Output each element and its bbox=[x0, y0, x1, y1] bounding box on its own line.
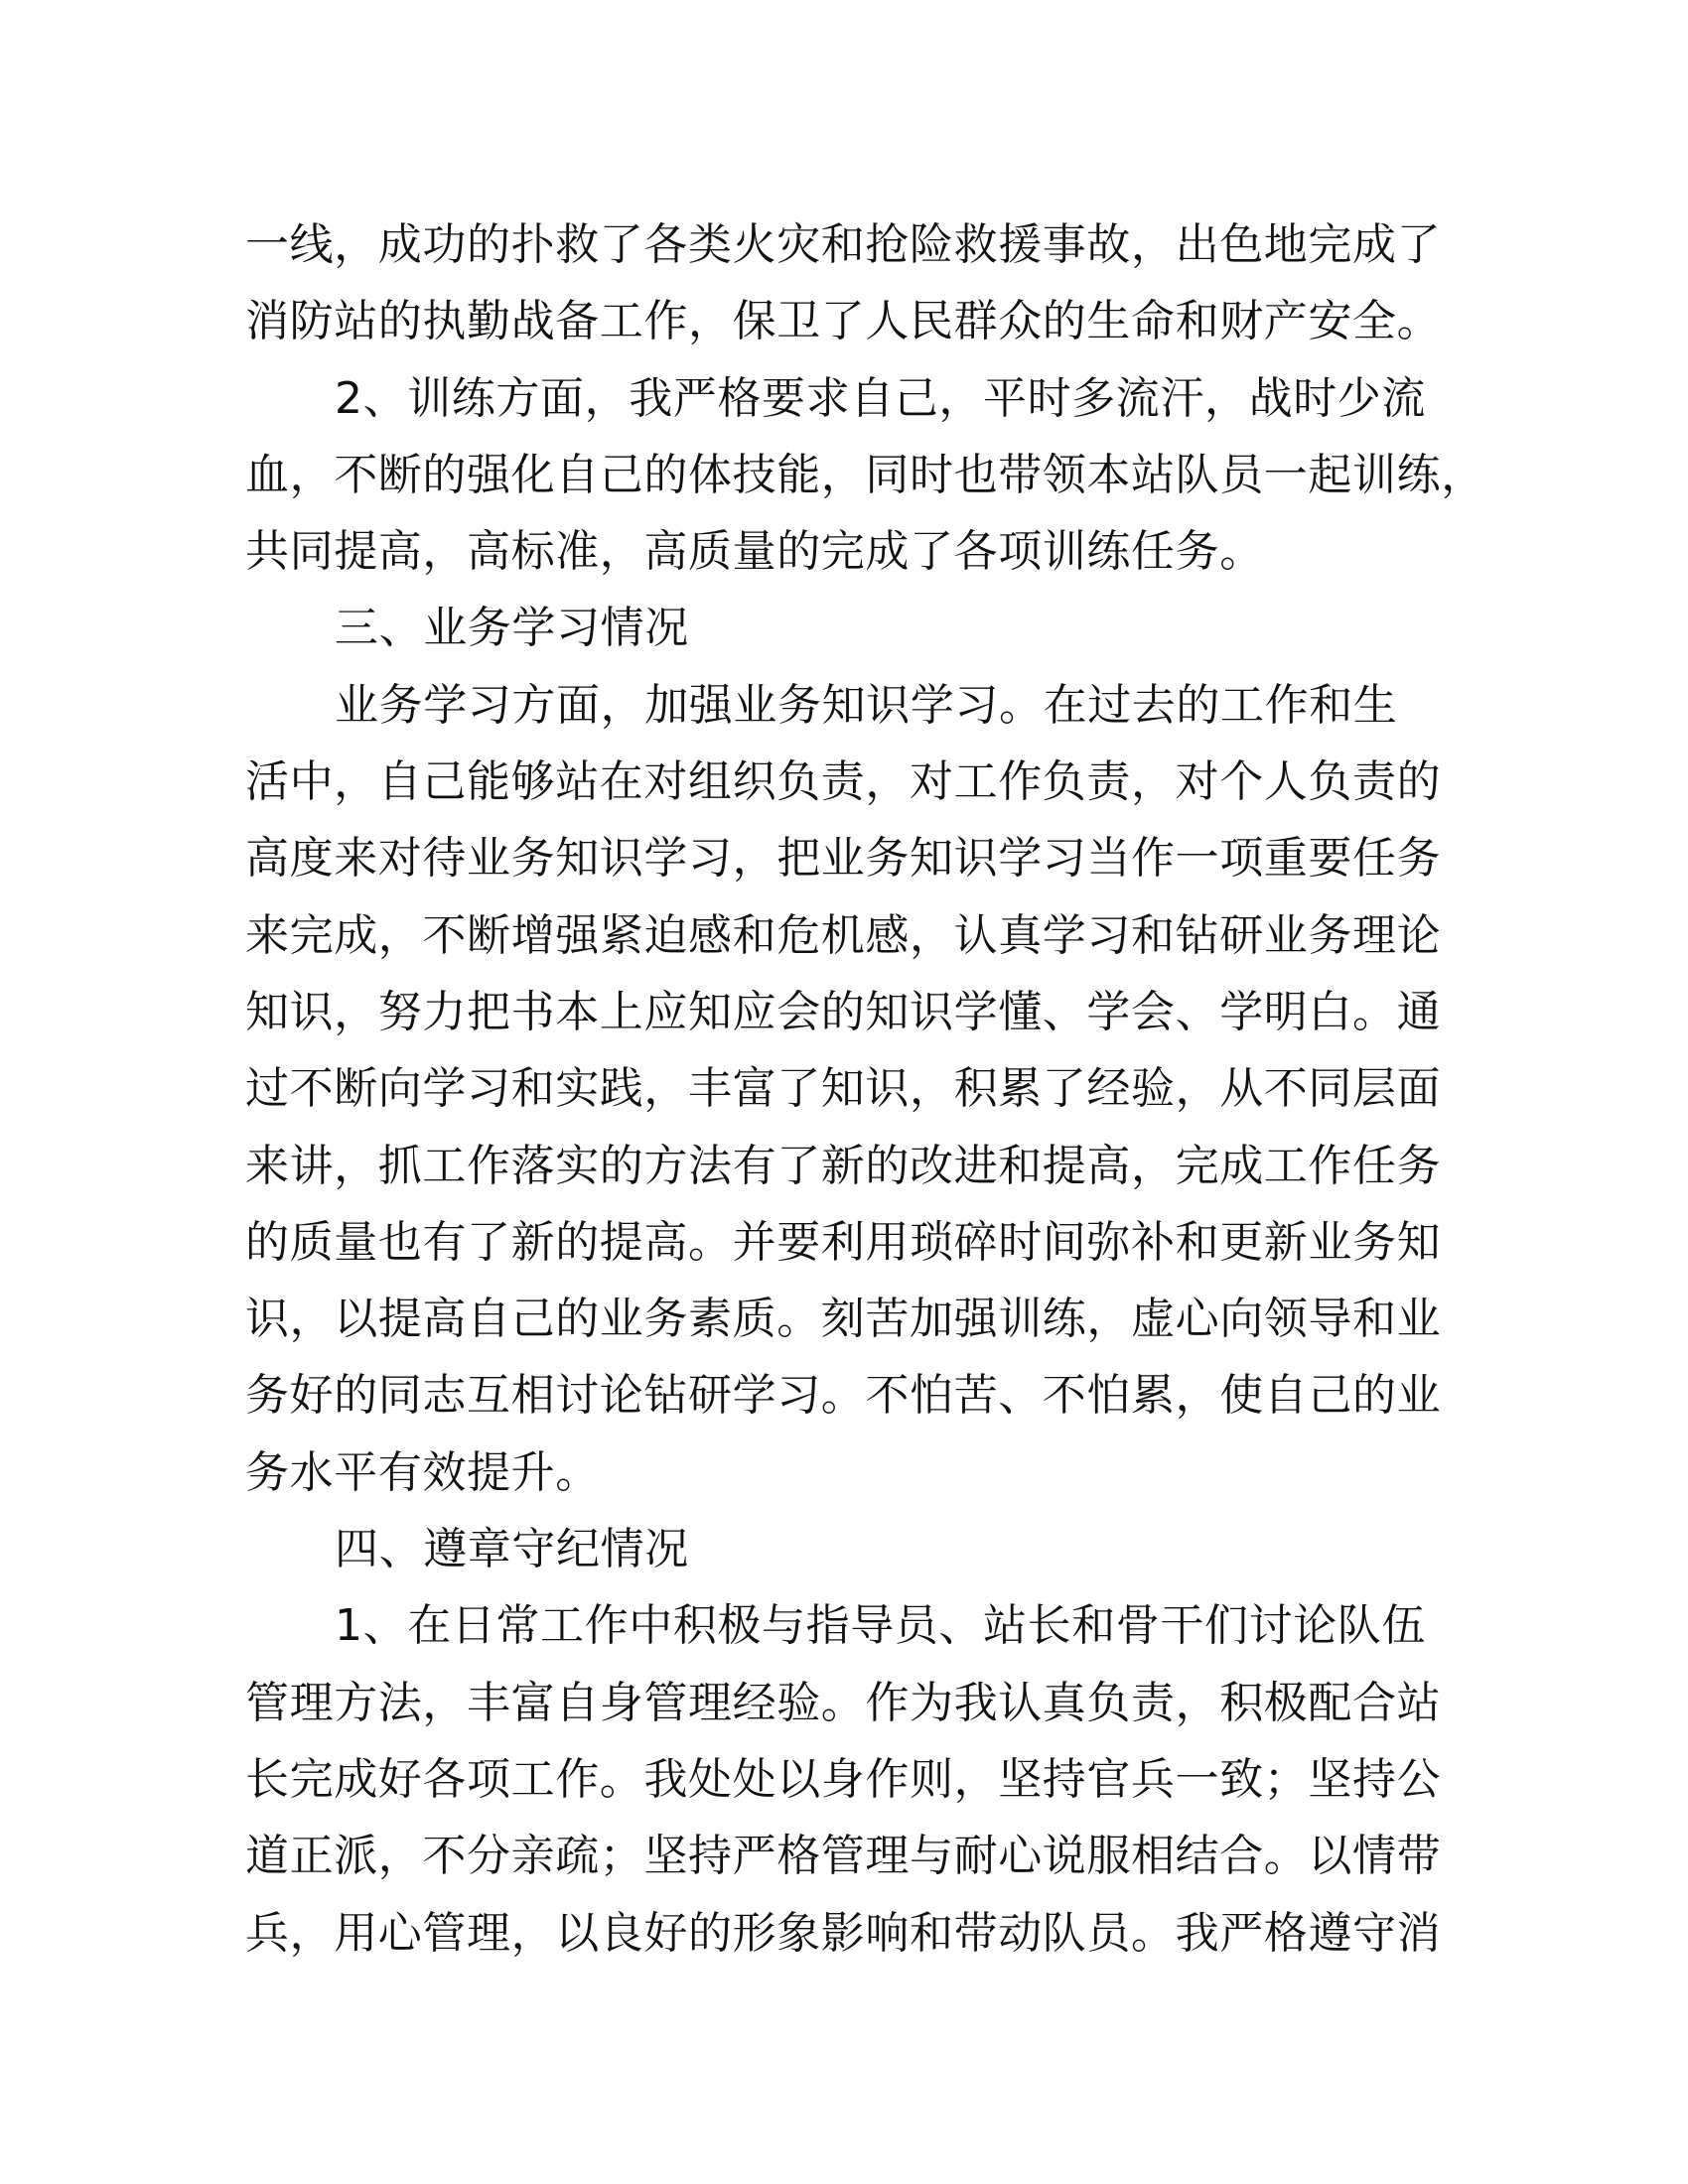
text-line: 知识，努力把书本上应知应会的知识学懂、学会、学明白。通 bbox=[245, 986, 1442, 1037]
text-line: 道正派，不分亲疏；坚持严格管理与耐心说服相结合。以情带 bbox=[245, 1831, 1442, 1882]
text-line: 务水平有效提升。 bbox=[245, 1446, 600, 1498]
section-heading: 四、遵章守纪情况 bbox=[335, 1524, 689, 1575]
text-line: 高度来对待业务知识学习，把业务知识学习当作一项重要任务 bbox=[245, 833, 1442, 885]
text-line: 1、在日常工作中积极与指导员、站长和骨干们讨论队伍 bbox=[335, 1600, 1426, 1652]
section-heading: 三、业务学习情况 bbox=[335, 603, 689, 654]
text-line: 来讲，抓工作落实的方法有了新的改进和提高，完成工作任务 bbox=[245, 1140, 1442, 1191]
text-line: 识，以提高自己的业务素质。刻苦加强训练，虚心向领导和业 bbox=[245, 1294, 1442, 1345]
text-line: 来完成，不断增强紧迫感和危机感，认真学习和钻研业务理论 bbox=[245, 909, 1442, 961]
text-line: 共同提高，高标准，高质量的完成了各项训练任务。 bbox=[245, 526, 1264, 578]
document-body bbox=[245, 206, 1485, 1972]
text-line: 务好的同志互相讨论钻研学习。不怕苦、不怕累，使自己的业 bbox=[245, 1370, 1442, 1422]
text-line: 长完成好各项工作。我处处以身作则，坚持官兵一致；坚持公 bbox=[245, 1753, 1442, 1805]
text-line: 一线，成功的扑救了各类火灾和抢险救援事故，出色地完成了 bbox=[245, 219, 1442, 270]
text-line: 消防站的执勤战备工作，保卫了人民群众的生命和财产安全。 bbox=[245, 296, 1442, 347]
text-line: 2、训练方面，我严格要求自己，平时多流汗，战时少流 bbox=[335, 372, 1426, 424]
text-line: 业务学习方面，加强业务知识学习。在过去的工作和生 bbox=[335, 679, 1398, 731]
text-line: 血，不断的强化自己的体技能，同时也带领本站队员一起训练， bbox=[245, 449, 1485, 500]
text-line: 的质量也有了新的提高。并要利用琐碎时间弥补和更新业务知 bbox=[245, 1216, 1442, 1268]
text-line: 管理方法，丰富自身管理经验。作为我认真负责，积极配合站 bbox=[245, 1677, 1442, 1728]
text-line: 兵，用心管理，以良好的形象影响和带动队员。我严格遵守消 bbox=[245, 1907, 1442, 1959]
text-line: 活中，自己能够站在对组织负责，对工作负责，对个人负责的 bbox=[245, 756, 1442, 808]
text-line: 过不断向学习和实践，丰富了知识，积累了经验，从不同层面 bbox=[245, 1063, 1442, 1115]
